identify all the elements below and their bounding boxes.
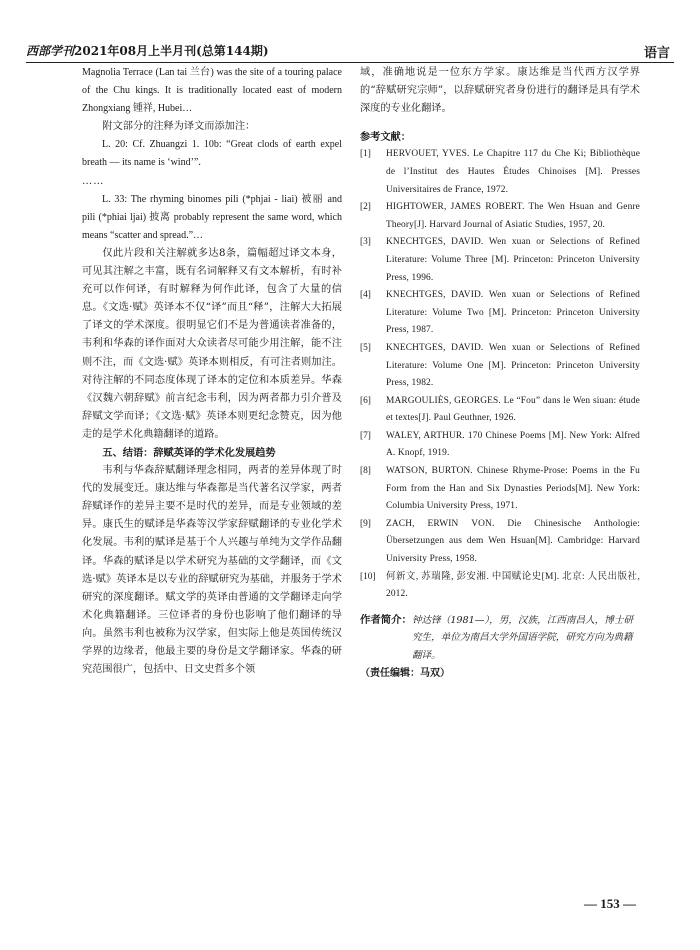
reference-item: [360, 393, 640, 428]
reference-item: [360, 234, 640, 287]
references-list: [360, 146, 640, 603]
analysis-paragraph: 仅此片段和关注解就多达8条，篇幅超过译文本身，可见其注解之丰富，既有名词解释又有文本解析，有时补充可以作何译，有时解释为何作此译，包含了大量的信息。《文选·赋》英译本不仅“译”而且“释”，注解大大拓展了译文的学术深度。很明显它们不是为普通读者准备的，韦利和华森的译作面对大众读者尽可能少用注解，能不注则不注，而《文选·赋》英译本则相反，有可注者则加注。对待注解的不同态度体现了译本的定位和本质差异。华森《汉魏六朝辞赋》前言纪念韦利，因为两者都力引介普及辞赋文学而译；《文选·赋》英译本则更纪念赞克，因为他走的是学术化典籍翻译的道路。: [82, 247, 342, 440]
note-line-20: L. 20: Cf. Zhuangzi 1. 10b: “Great clods of earth expel breath — its name is ‘wind’”.: [82, 139, 342, 169]
conclusion-continued: 域，准确地说是一位东方学家。康达维是当代西方汉学界的“辞赋研究宗师”，以辞赋研究者身份进行的翻译是具有学术深度的专业化翻译。: [360, 67, 640, 115]
notes-intro: 附文部分的注释为译文而添加注：: [102, 121, 256, 133]
reference-item: [360, 146, 640, 199]
reference-number: [4]: [360, 290, 371, 301]
reference-number: [5]: [360, 342, 371, 353]
author-bio-label: 作者简介：: [360, 613, 412, 626]
reference-item: [360, 428, 640, 463]
reference-item: [360, 569, 640, 604]
right-column: [360, 64, 640, 683]
reference-item: [360, 199, 640, 234]
translation-excerpt: Magnolia Terrace (Lan tai 兰台) was the site of a touring palace of the Chu kings. It is traditionally located east of modern Zhongxiang 锺祥, Hubei…: [82, 67, 342, 115]
reference-item: [360, 287, 640, 340]
reference-text: WALEY, ARTHUR. 170 Chinese Poems [M]. New York: Alfred A. Knopf, 1919.: [386, 430, 640, 459]
reference-number: [1]: [360, 149, 371, 160]
reference-number: [9]: [360, 518, 371, 529]
reference-text: KNECHTGES, DAVID. Wen xuan or Selections of Refined Literature: Volume Two [M]. Princeton: Princeton University Press, 1987.: [386, 290, 640, 336]
section-label: 语言: [643, 46, 670, 61]
reference-item: [360, 516, 640, 569]
author-bio-text: 钟达锋（1981—），男，汉族，江西南昌人，博士研究生，单位为南昌大学外国语学院，研究方向为典籍翻译。: [411, 614, 634, 661]
reference-text: ZACH, ERWIN VON. Die Chinesische Anthologie: Übersetzungen aus dem Wen Hsuan[M]. Cambridge: Harvard University Press, 1958.: [386, 518, 640, 565]
reference-number: [3]: [360, 237, 371, 248]
author-bio: [360, 612, 640, 665]
reference-number: [7]: [360, 430, 371, 441]
reference-text: MARGOULIÈS, GEORGES. Le “Fou” dans le Wen siuan: étude et textes[J]. Paul Geuthner, 1926.: [386, 395, 640, 424]
reference-text: 何新文, 苏瑞隆, 彭安湘. 中国赋论史[M]. 北京: 人民出版社, 2012.: [386, 571, 640, 600]
reference-text: HIGHTOWER, JAMES ROBERT. The Wen Hsuan and Genre Theory[J]. Harvard Journal of Asiatic Studies, 1957, 20.: [386, 202, 640, 230]
reference-number: [6]: [360, 395, 371, 406]
reference-number: [2]: [360, 202, 371, 213]
reference-item: [360, 463, 640, 516]
reference-number: [10]: [360, 571, 376, 582]
journal-issue-line: [26, 42, 269, 59]
page-number: — 153 —: [584, 896, 636, 911]
note-line-33: L. 33: The rhyming binomes pili (*phjai - liai) 被丽 and pili (*phiai ljai) 披离 probably represent the same word, which means “scatter and spread.”…: [82, 193, 342, 241]
issue-info: 2021年08月上半月刊(总第144期): [74, 44, 269, 58]
reference-text: WATSON, BURTON. Chinese Rhyme-Prose: Poems in the Fu Form from the Han and Six Dynasties Periods[M]. New York: Columbia University Press, 1971.: [386, 466, 640, 512]
reference-text: KNECHTGES, DAVID. Wen xuan or Selections of Refined Literature: Volume One [M]. Princeton: Princeton University Press, 1982.: [386, 342, 640, 389]
section-heading: 五、结语：辞赋英译的学术化发展趋势: [102, 446, 276, 459]
reference-text: HERVOUET, YVES. Le Chapitre 117 du Che Ki; Bibliothèque de l’Institut des Hautes Études Chinoises [M]. Presses Universitaires de France, 1972.: [386, 149, 640, 195]
header-rule: [26, 62, 674, 63]
running-header: [26, 40, 674, 62]
references-title: 参考文献：: [360, 131, 411, 144]
reference-text: KNECHTGES, DAVID. Wen xuan or Selections of Refined Literature: Volume Three [M]. Princeton: Princeton University Press, 1996.: [386, 237, 640, 283]
reference-number: [8]: [360, 466, 371, 477]
responsible-editor: （责任编辑：马双）: [360, 667, 450, 679]
reference-item: [360, 340, 640, 393]
conclusion-paragraph: 韦利与华森辞赋翻译理念相同，两者的差异体现了时代的发展变迁。康达维与华森都是当代著名汉学家，两者辞赋译作的差异主要不是时代的差异，而是专业领域的差异。康氏生的赋译是华森等汉学家辞赋翻译的专业化学术化发展。韦利的赋译是基于个人兴趣与单纯为文学作品翻译。华森的赋译是以学术研究为基础的文学翻译，而《文选·赋》英译本是以专业的辞赋研究为基础，并服务于学术研究的深度翻译。赋文学的英译由普通的文学翻译走向学术化典籍翻译。三位译者的身份也影响了他们翻译的导向。虽然韦利也被称为汉学家，但实际上他是英国传统汉学界的边缘者，他最主要的身份是文学翻译家。华森的研究范围很广，包括中、日文史哲多个领: [82, 465, 342, 676]
journal-name: 西部学刊: [26, 44, 75, 58]
left-column: [82, 64, 342, 679]
ellipsis: ……: [82, 175, 105, 187]
